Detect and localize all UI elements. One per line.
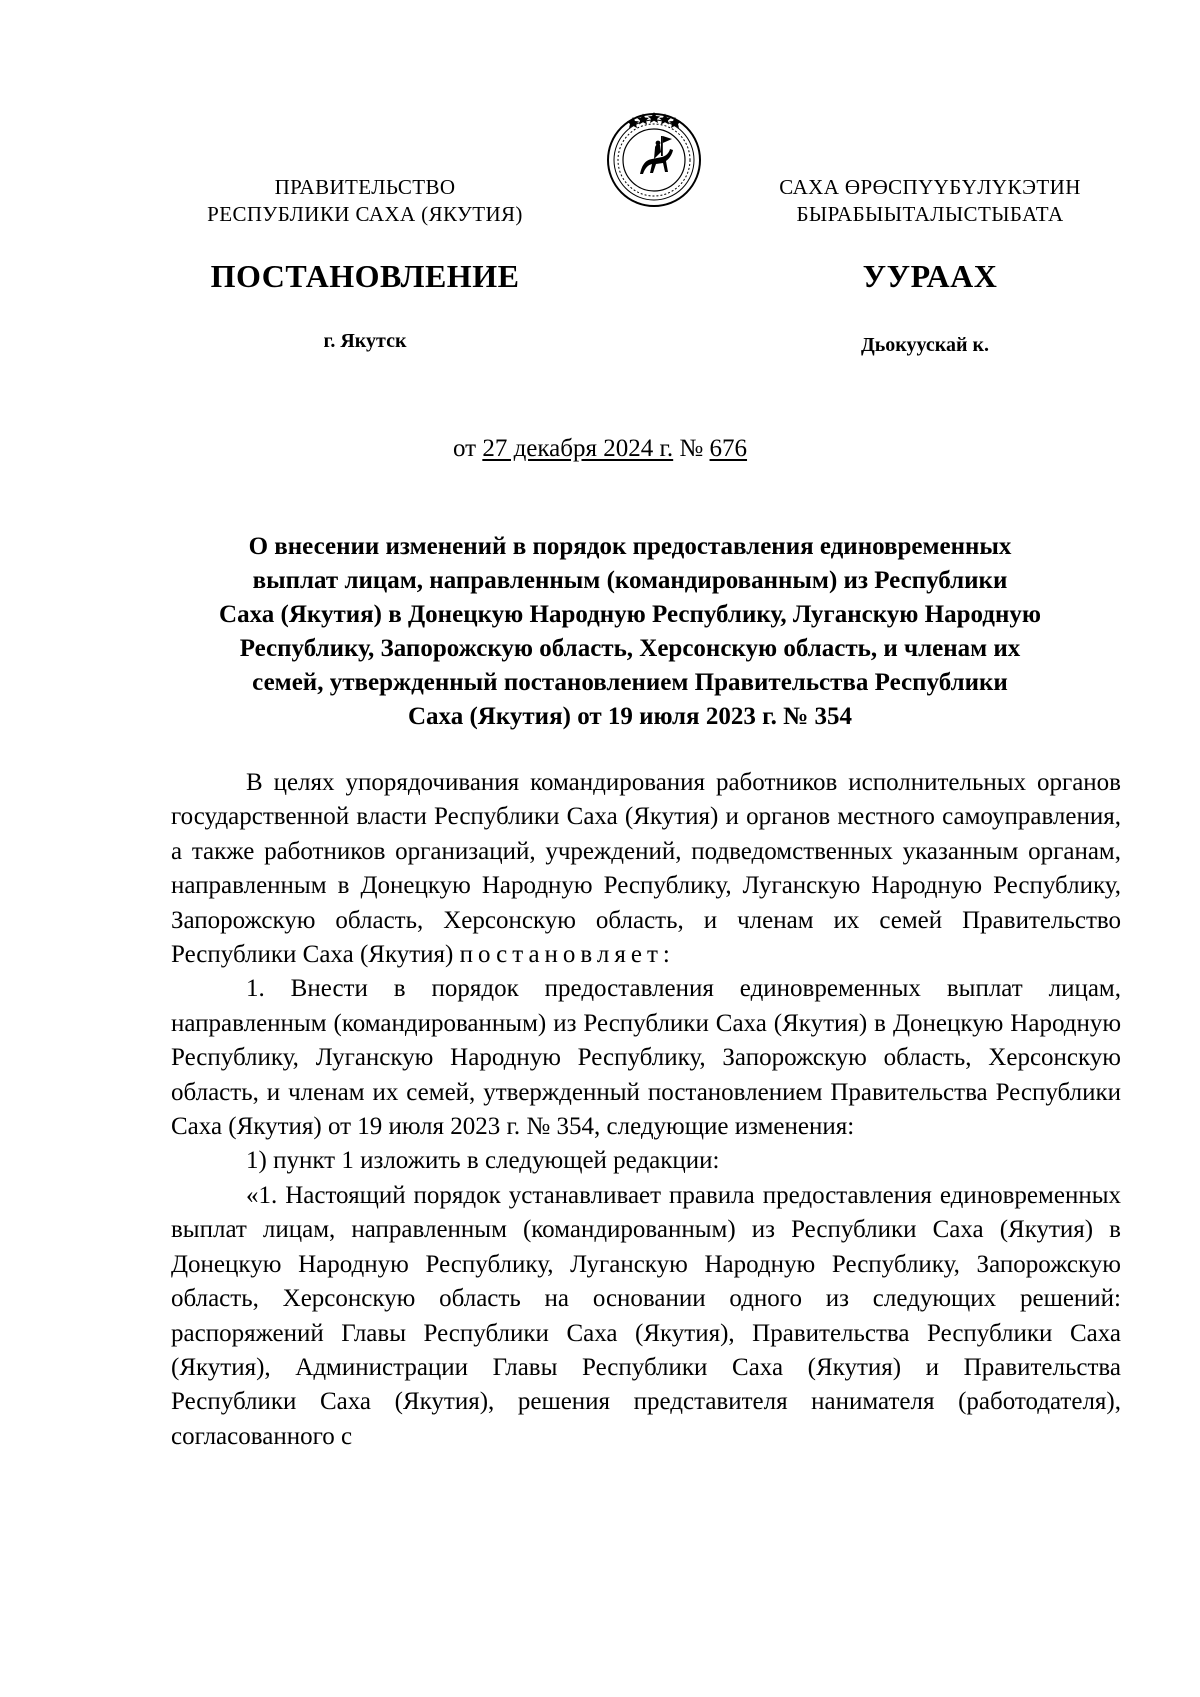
- quoted-paragraph: «1. Настоящий порядок устанавливает правила предоставления единовременных выплат лицам, направленным (командированным) из Республики Саха (Якутия) в Донецкую Народную Республику, Луганскую Народную Республику, Запорожскую область, Херсонскую область на основании одного из следующих решений: распоряжений Главы Республики Саха (Якутия), Правительства Республики Саха (Якутия), Администрации Главы Республики Саха (Якутия) и Правительства Республики Саха (Якутия), решения представителя нанимателя (работодателя), согласованного с: [171, 1181, 1121, 1450]
- issuer-line-2-sakha: БЫРАБЫЫТАЛЫСТЫБАТА: [796, 202, 1064, 226]
- preamble-paragraph: [171, 766, 1121, 972]
- number-sign: №: [679, 435, 704, 462]
- coat-of-arms-icon: [606, 112, 702, 208]
- date-prefix: от: [452, 435, 477, 462]
- issuer-line-2: РЕСПУБЛИКИ САХА (ЯКУТИЯ): [207, 202, 523, 226]
- document-number: 676: [709, 435, 748, 462]
- subitem-1-paragraph: 1) пункт 1 изложить в следующей редакции:: [246, 1147, 720, 1175]
- document-date: 27 декабря 2024 г.: [482, 435, 674, 462]
- title-line: Саха (Якутия) от 19 июля 2023 г. № 354: [408, 703, 852, 730]
- title-line: семей, утвержденный постановлением Правительства Республики: [252, 669, 1008, 696]
- document-date-line: [0, 435, 1200, 463]
- issuer-name-sakha: [730, 174, 1130, 228]
- title-line: Саха (Якутия) в Донецкую Народную Республику, Луганскую Народную: [219, 601, 1041, 628]
- issuer-line-1: ПРАВИТЕЛЬСТВО: [274, 175, 456, 199]
- document-type-sakha: УУРААХ: [862, 258, 998, 294]
- title-line: О внесении изменений в порядок предоставления единовременных: [248, 533, 1012, 560]
- issuer-name-russian: [160, 174, 570, 228]
- document-type-russian: ПОСТАНОВЛЕНИЕ: [210, 258, 520, 294]
- title-line: Республику, Запорожскую область, Херсонскую область, и членам их: [239, 635, 1021, 662]
- issuer-line-1-sakha: САХА ӨРӨСПҮҮБҮЛҮКЭТИН: [779, 175, 1081, 199]
- document-body: [171, 766, 1121, 1454]
- city-russian: г. Якутск: [323, 330, 407, 352]
- document-title: [170, 530, 1090, 734]
- title-line: выплат лицам, направленным (командированным) из Республики: [252, 567, 1008, 594]
- item-1-paragraph: 1. Внести в порядок предоставления единовременных выплат лицам, направленным (командированным) из Республики Саха (Якутия) в Донецкую Народную Республику, Луганскую Народную Республику, Запорожскую область, Херсонскую область, и членам их семей, утвержденный постановлением Правительства Республики Саха (Якутия) от 19 июля 2023 г. № 354, следующие изменения:: [171, 975, 1121, 1141]
- city-sakha: Дьокуускай к.: [860, 334, 990, 356]
- preamble-text: В целях упорядочивания командирования работников исполнительных органов государственной власти Республики Саха (Якутия) и органов местного самоуправления, а также работников организаций, учреждений, подведомственных указанным органам, направленным в Донецкую Народную Республику, Луганскую Народную Республику, Запорожскую область, Херсонскую область, и членам их семей Правительство Республики Саха (Якутия): [171, 769, 1121, 969]
- resolves-word: постановляет:: [459, 941, 675, 969]
